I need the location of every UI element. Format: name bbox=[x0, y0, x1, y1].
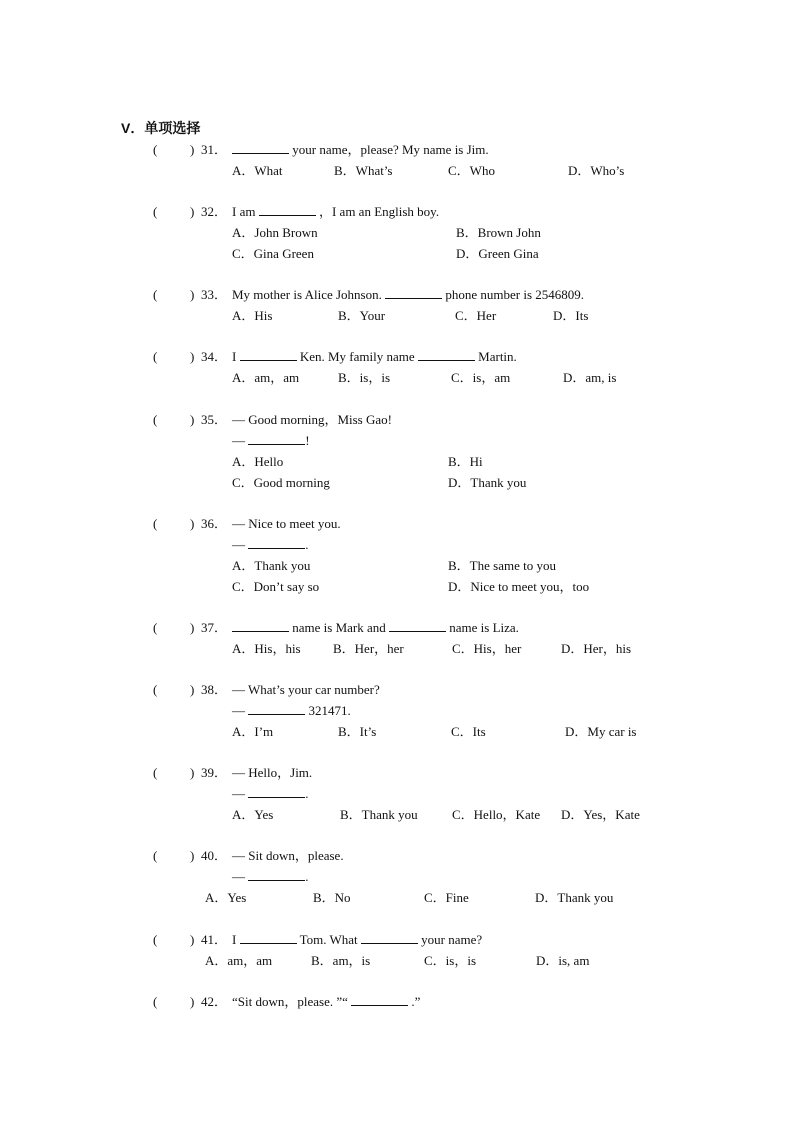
answer-blank[interactable] bbox=[240, 346, 297, 361]
option-a[interactable]: A．Hello bbox=[232, 454, 284, 469]
answer-paren-close: ) bbox=[190, 765, 195, 780]
question-stem bbox=[232, 346, 517, 367]
question-stem bbox=[232, 284, 584, 305]
options-row bbox=[0, 451, 794, 472]
question-response-line bbox=[0, 700, 794, 721]
stem-text: — bbox=[232, 537, 249, 552]
options-row bbox=[0, 472, 794, 493]
options-row bbox=[0, 555, 794, 576]
question-number: 38． bbox=[201, 682, 228, 697]
question-stem bbox=[232, 929, 482, 950]
question-stem-line bbox=[0, 513, 794, 534]
question-35 bbox=[0, 409, 794, 493]
stem-text: I am bbox=[232, 204, 259, 219]
option-c[interactable]: C．is，is bbox=[424, 953, 477, 968]
answer-blank[interactable] bbox=[361, 929, 418, 944]
option-b[interactable]: B．Your bbox=[338, 308, 386, 323]
option-a[interactable]: A．Yes bbox=[232, 807, 274, 822]
answer-paren-open[interactable]: ( bbox=[153, 620, 158, 635]
stem-text: — Nice to meet you. bbox=[232, 516, 341, 531]
question-number: 34． bbox=[201, 349, 228, 364]
option-d[interactable]: D．Her，his bbox=[561, 641, 632, 656]
question-31 bbox=[0, 139, 794, 181]
answer-blank[interactable] bbox=[389, 617, 446, 632]
question-42 bbox=[0, 991, 794, 1012]
option-d[interactable]: D．Thank you bbox=[535, 890, 614, 905]
answer-paren-close: ) bbox=[190, 204, 195, 219]
option-c[interactable]: C．Fine bbox=[424, 890, 469, 905]
stem-text: — Hello，Jim. bbox=[232, 765, 313, 780]
options-row bbox=[0, 367, 794, 388]
answer-blank[interactable] bbox=[232, 139, 289, 154]
stem-text: Martin. bbox=[474, 349, 517, 364]
question-40 bbox=[0, 845, 794, 908]
answer-paren-close: ) bbox=[190, 142, 195, 157]
question-stem bbox=[232, 513, 341, 534]
option-d[interactable]: D．Yes，Kate bbox=[561, 807, 640, 822]
stem-text: your name，please? My name is Jim. bbox=[289, 142, 489, 157]
question-number: 42． bbox=[201, 994, 228, 1009]
option-a[interactable]: A．His bbox=[232, 308, 273, 323]
stem-text: — bbox=[232, 869, 249, 884]
answer-paren-open[interactable]: ( bbox=[153, 142, 158, 157]
answer-paren-open[interactable]: ( bbox=[153, 994, 158, 1009]
option-a[interactable]: A．His，his bbox=[232, 641, 301, 656]
answer-paren-open[interactable]: ( bbox=[153, 412, 158, 427]
answer-blank[interactable] bbox=[248, 534, 305, 549]
answer-blank[interactable] bbox=[385, 284, 442, 299]
option-a[interactable]: A．Thank you bbox=[232, 558, 311, 573]
question-number: 39． bbox=[201, 765, 228, 780]
answer-paren-close: ) bbox=[190, 682, 195, 697]
option-a[interactable]: A．John Brown bbox=[232, 225, 318, 240]
answer-paren-close: ) bbox=[190, 994, 195, 1009]
question-stem bbox=[232, 679, 380, 700]
question-stem-line bbox=[0, 409, 794, 430]
stem-text: name is Mark and bbox=[289, 620, 390, 635]
option-d[interactable]: D．Who’s bbox=[568, 163, 625, 178]
option-c[interactable]: C．Who bbox=[448, 163, 495, 178]
answer-blank[interactable] bbox=[232, 617, 289, 632]
answer-blank[interactable] bbox=[248, 783, 305, 798]
question-37 bbox=[0, 617, 794, 659]
stem-text: My mother is Alice Johnson. bbox=[232, 287, 386, 302]
answer-paren-open[interactable]: ( bbox=[153, 765, 158, 780]
question-stem-line bbox=[0, 284, 794, 305]
answer-blank[interactable] bbox=[248, 430, 305, 445]
options-row bbox=[0, 887, 794, 908]
answer-paren-close: ) bbox=[190, 516, 195, 531]
answer-paren-close: ) bbox=[190, 620, 195, 635]
answer-paren-open[interactable]: ( bbox=[153, 349, 158, 364]
option-c[interactable]: C．Hello，Kate bbox=[452, 807, 541, 822]
options-row bbox=[0, 721, 794, 742]
answer-blank[interactable] bbox=[351, 991, 408, 1006]
option-c[interactable]: C．Don’t say so bbox=[232, 579, 320, 594]
option-c[interactable]: C．Its bbox=[451, 724, 486, 739]
options-row bbox=[0, 243, 794, 264]
question-response-line bbox=[0, 430, 794, 451]
stem-text: name is Liza. bbox=[446, 620, 519, 635]
option-d[interactable]: D．Green Gina bbox=[456, 246, 539, 261]
option-c[interactable]: C．His，her bbox=[452, 641, 522, 656]
question-number: 31． bbox=[201, 142, 228, 157]
question-number: 36． bbox=[201, 516, 228, 531]
stem-text: . bbox=[305, 537, 309, 552]
question-stem-line bbox=[0, 679, 794, 700]
option-b[interactable]: B．The same to you bbox=[448, 558, 556, 573]
answer-paren-open[interactable]: ( bbox=[153, 848, 158, 863]
stem-text: — bbox=[232, 703, 249, 718]
question-stem-line bbox=[0, 929, 794, 950]
question-stem bbox=[232, 617, 519, 638]
stem-text: .” bbox=[408, 994, 421, 1009]
answer-blank[interactable] bbox=[259, 201, 316, 216]
stem-text: ，I am an English boy. bbox=[315, 204, 440, 219]
options-row bbox=[0, 804, 794, 825]
question-stem-line bbox=[0, 346, 794, 367]
answer-paren-open[interactable]: ( bbox=[153, 682, 158, 697]
option-d[interactable]: D．Its bbox=[553, 308, 589, 323]
answer-paren-open[interactable]: ( bbox=[153, 204, 158, 219]
option-c[interactable]: C．is，am bbox=[451, 370, 511, 385]
option-b[interactable]: B．It’s bbox=[338, 724, 377, 739]
options-row bbox=[0, 222, 794, 243]
option-b[interactable]: B．No bbox=[313, 890, 351, 905]
question-stem-line bbox=[0, 139, 794, 160]
option-a[interactable]: A．am，am bbox=[232, 370, 300, 385]
options-row bbox=[0, 638, 794, 659]
answer-paren-open[interactable]: ( bbox=[153, 932, 158, 947]
question-stem-line bbox=[0, 201, 794, 222]
stem-text: “Sit down，please. ”“ bbox=[232, 994, 352, 1009]
question-stem-line bbox=[0, 991, 794, 1012]
stem-text: — What’s your car number? bbox=[232, 682, 380, 697]
question-stem bbox=[232, 409, 392, 430]
answer-paren-close: ) bbox=[190, 287, 195, 302]
question-39 bbox=[0, 762, 794, 825]
question-stem-line bbox=[0, 617, 794, 638]
stem-text: — Good morning，Miss Gao! bbox=[232, 412, 392, 427]
option-c[interactable]: C．Good morning bbox=[232, 475, 330, 490]
option-b[interactable]: B．Hi bbox=[448, 454, 483, 469]
question-36 bbox=[0, 513, 794, 597]
question-33 bbox=[0, 284, 794, 326]
stem-text: — bbox=[232, 433, 249, 448]
question-number: 32． bbox=[201, 204, 228, 219]
option-a[interactable]: A．Yes bbox=[205, 890, 247, 905]
answer-paren-close: ) bbox=[190, 848, 195, 863]
question-stem bbox=[232, 991, 420, 1012]
question-stem-line bbox=[0, 762, 794, 783]
stem-text: I bbox=[232, 349, 240, 364]
options-row bbox=[0, 160, 794, 181]
option-b[interactable]: B．Thank you bbox=[340, 807, 418, 822]
question-response bbox=[232, 534, 309, 555]
question-response bbox=[232, 783, 309, 804]
option-c[interactable]: C．Her bbox=[455, 308, 497, 323]
question-41 bbox=[0, 929, 794, 971]
answer-blank[interactable] bbox=[240, 929, 297, 944]
question-response bbox=[232, 866, 309, 887]
options-row bbox=[0, 305, 794, 326]
question-response-line bbox=[0, 783, 794, 804]
section-title: V．单项选择 bbox=[121, 120, 201, 136]
question-response-line bbox=[0, 866, 794, 887]
question-38 bbox=[0, 679, 794, 742]
stem-text: 321471. bbox=[305, 703, 351, 718]
question-number: 33． bbox=[201, 287, 228, 302]
question-32 bbox=[0, 201, 794, 264]
question-number: 35． bbox=[201, 412, 228, 427]
answer-paren-close: ) bbox=[190, 412, 195, 427]
options-row bbox=[0, 576, 794, 597]
option-d[interactable]: D．is, am bbox=[536, 953, 590, 968]
option-b[interactable]: B．Her，her bbox=[333, 641, 404, 656]
stem-text: — Sit down，please. bbox=[232, 848, 344, 863]
question-response bbox=[232, 700, 351, 721]
question-34 bbox=[0, 346, 794, 388]
question-number: 37． bbox=[201, 620, 228, 635]
question-number: 41． bbox=[201, 932, 228, 947]
answer-paren-open[interactable]: ( bbox=[153, 287, 158, 302]
question-response bbox=[232, 430, 310, 451]
question-response-line bbox=[0, 534, 794, 555]
answer-paren-close: ) bbox=[190, 932, 195, 947]
question-stem bbox=[232, 845, 344, 866]
question-stem bbox=[232, 201, 439, 222]
answer-paren-open[interactable]: ( bbox=[153, 516, 158, 531]
option-a[interactable]: A．What bbox=[232, 163, 283, 178]
option-b[interactable]: B．What’s bbox=[334, 163, 393, 178]
answer-blank[interactable] bbox=[248, 700, 305, 715]
stem-text: . bbox=[305, 786, 309, 801]
stem-text: ! bbox=[305, 433, 310, 448]
answer-blank[interactable] bbox=[418, 346, 475, 361]
stem-text: your name? bbox=[417, 932, 483, 947]
stem-text: — bbox=[232, 786, 249, 801]
question-number: 40． bbox=[201, 848, 228, 863]
option-d[interactable]: D．My car is bbox=[565, 724, 637, 739]
stem-text: I bbox=[232, 932, 240, 947]
answer-blank[interactable] bbox=[248, 866, 305, 881]
stem-text: . bbox=[305, 869, 309, 884]
stem-text: Ken. My family name bbox=[296, 349, 418, 364]
option-d[interactable]: D．Nice to meet you，too bbox=[448, 579, 590, 594]
answer-paren-close: ) bbox=[190, 349, 195, 364]
question-stem-line bbox=[0, 845, 794, 866]
option-c[interactable]: C．Gina Green bbox=[232, 246, 314, 261]
option-b[interactable]: B．Brown John bbox=[456, 225, 541, 240]
option-d[interactable]: D．Thank you bbox=[448, 475, 527, 490]
option-a[interactable]: A．am，am bbox=[205, 953, 273, 968]
question-stem bbox=[232, 762, 312, 783]
question-stem bbox=[232, 139, 489, 160]
option-a[interactable]: A．I’m bbox=[232, 724, 274, 739]
option-b[interactable]: B．am，is bbox=[311, 953, 371, 968]
options-row bbox=[0, 950, 794, 971]
option-d[interactable]: D．am, is bbox=[563, 370, 617, 385]
stem-text: phone number is 2546809. bbox=[442, 287, 585, 302]
option-b[interactable]: B．is，is bbox=[338, 370, 391, 385]
stem-text: Tom. What bbox=[296, 932, 361, 947]
